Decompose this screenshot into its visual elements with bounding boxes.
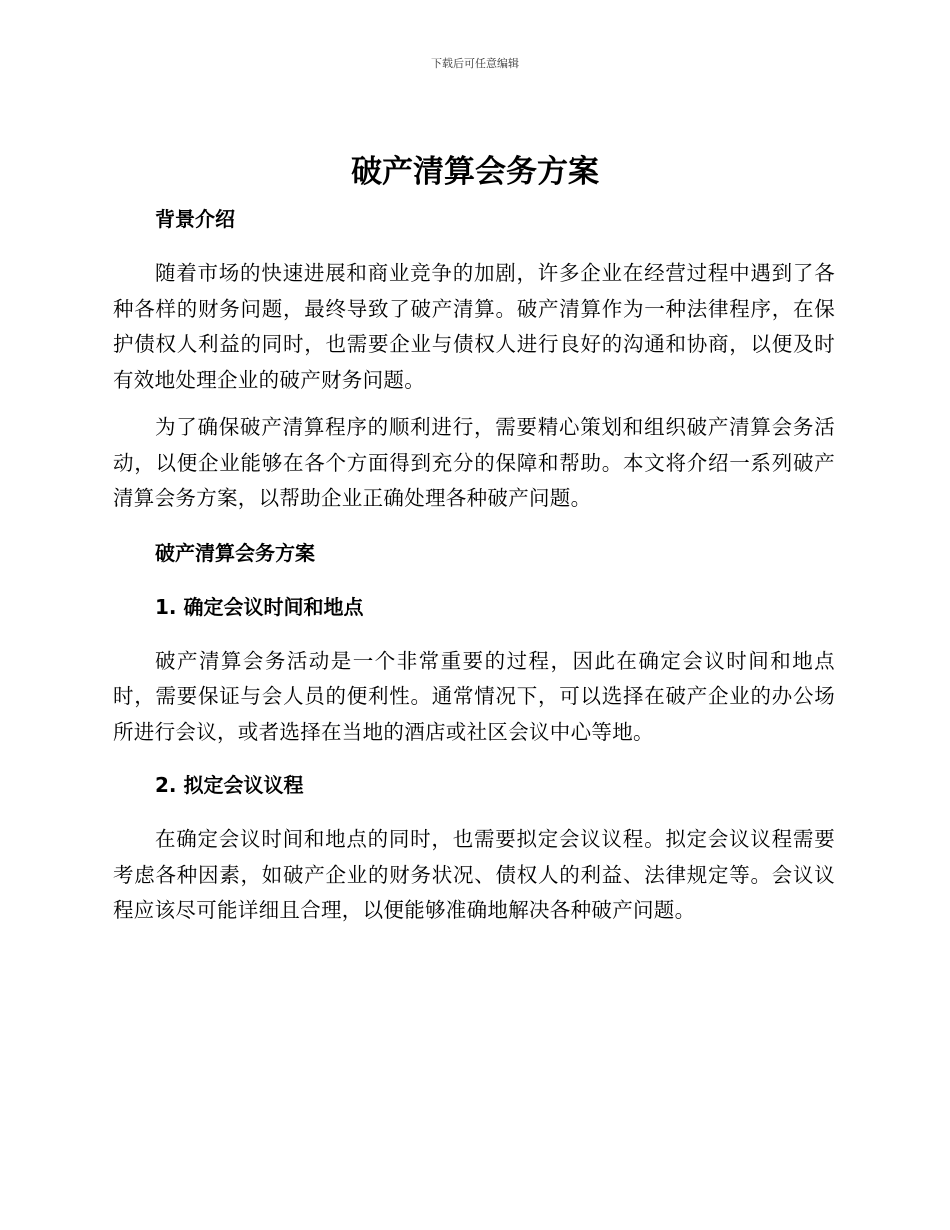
paragraph-background-2: 为了确保破产清算程序的顺利进行，需要精心策划和组织破产清算会务活动，以便企业能够在各个方面得到充分的保障和帮助。本文将介绍一系列破产清算会务方案，以帮助企业正确处理各种破产问题。: [113, 415, 835, 510]
document-title: 破产清算会务方案: [351, 154, 599, 190]
paragraph-background-1: 随着市场的快速进展和商业竞争的加剧，许多企业在经营过程中遇到了各种各样的财务问题，最终导致了破产清算。破产清算作为一种法律程序，在保护债权人利益的同时，也需要企业与债权人进行良好的沟通和协商，以便及时有效地处理企业的破产财务问题。: [113, 261, 835, 392]
section-heading-background: 背景介绍: [155, 207, 235, 231]
paragraph-agenda: 在确定会议时间和地点的同时，也需要拟定会议议程。拟定会议议程需要考虑各种因素，如破产企业的财务状况、债权人的利益、法律规定等。会议议程应该尽可能详细且合理，以便能够准确地解决各种破产问题。: [113, 827, 835, 922]
paragraph-time-place: 破产清算会务活动是一个非常重要的过程，因此在确定会议时间和地点时，需要保证与会人员的便利性。通常情况下，可以选择在破产企业的办公场所进行会议，或者选择在当地的酒店或社区会议中心等地。: [113, 648, 835, 744]
document-body: [113, 200, 835, 929]
item-heading-agenda: 2. 拟定会议议程: [155, 773, 304, 797]
section-heading-plan: 破产清算会务方案: [155, 540, 315, 565]
item-heading-time-place: 1. 确定会议时间和地点: [155, 594, 364, 619]
page-header: 下载后可任意编辑: [431, 57, 519, 70]
